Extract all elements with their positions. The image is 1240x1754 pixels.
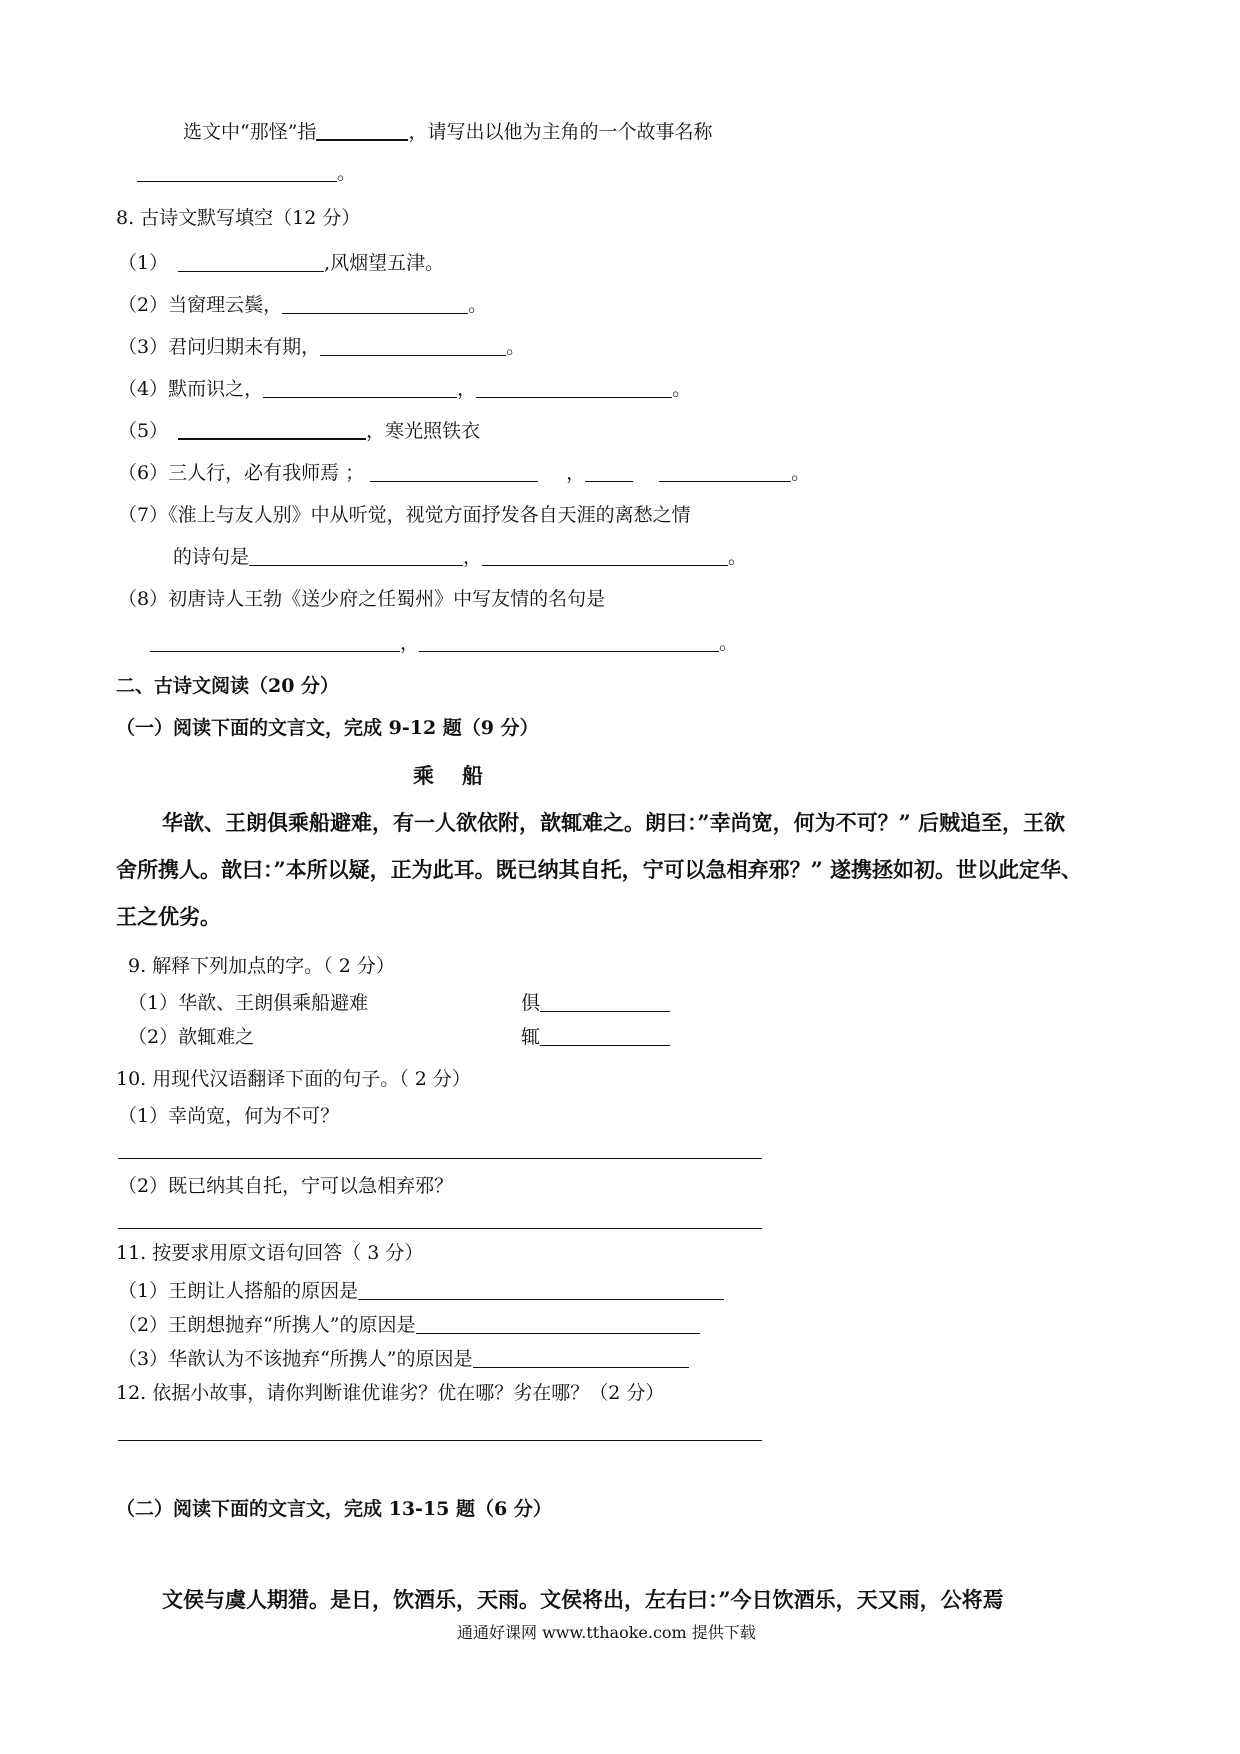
section2-title: 二、古诗文阅读（20 分）: [116, 675, 340, 697]
passage1-title: 乘船: [413, 763, 511, 788]
q8-item-6-comma: ，: [566, 462, 586, 484]
q8-item-1-text: ,风烟望五津。: [324, 252, 445, 274]
q8-item-4-end: 。: [672, 378, 692, 400]
q10-title: 10. 用现代汉语翻译下面的句子。（ 2 分）: [116, 1068, 471, 1090]
q9-item-2-answer: [521, 1024, 670, 1050]
q9-title: 9. 解释下列加点的字。（ 2 分）: [128, 955, 395, 977]
q8-item-8-comma: ，: [400, 632, 420, 654]
q8-item-6-num: （6）: [118, 462, 169, 484]
q8-blank-8b[interactable]: [419, 631, 719, 652]
q8-item-4-num: （4）: [118, 378, 169, 400]
q8-item-6-end: 。: [791, 462, 811, 484]
q8-item-8: [118, 586, 605, 612]
q7-line2-end: 。: [337, 162, 357, 184]
q8-item-2-num: （2）: [118, 294, 169, 316]
q9-blank-2[interactable]: [540, 1025, 670, 1046]
q8-blank-8a[interactable]: [150, 631, 400, 652]
q8-item-8-text: 初唐诗人王勃《送少府之任蜀州》中写友情的名句是: [168, 588, 606, 610]
q8-item-3-end: 。: [506, 336, 526, 358]
q8-item-1-num: （1）: [118, 252, 169, 274]
q8-blank-6c[interactable]: [659, 461, 791, 482]
q8-item-7-line2: [173, 544, 747, 570]
q8-item-5-text: ，寒光照铁衣: [366, 420, 481, 442]
part2-title: （二）阅读下面的文言文，完成 13-15 题（6 分）: [116, 1498, 552, 1520]
q8-blank-4b[interactable]: [476, 377, 672, 398]
q8-item-6-text: 三人行，必有我师焉 ；: [168, 462, 365, 484]
passage1-line-2: 舍所携人。歆曰：”本所以疑，正为此耳。既已纳其自托，宁可以急相弃邪？” 遂携拯如初。世以此定华、: [116, 857, 1082, 882]
q7-blank-1[interactable]: [316, 119, 408, 141]
q8-item-5: [118, 418, 480, 444]
page-footer: 通通好课网 www.tthaoke.com 提供下载: [457, 1623, 756, 1642]
q8-item-4: [118, 376, 691, 402]
q10-answer-line-1[interactable]: [118, 1158, 762, 1159]
q11-item-3: [118, 1346, 689, 1372]
q8-item-5-num: （5）: [118, 420, 169, 442]
q8-item-8-end: 。: [719, 632, 739, 654]
q8-blank-6b[interactable]: [585, 461, 633, 482]
q8-blank-2[interactable]: [282, 293, 468, 314]
q8-blank-1[interactable]: [178, 251, 324, 272]
q9-item-2-word: 辄: [521, 1026, 541, 1048]
q8-blank-3[interactable]: [320, 335, 506, 356]
q10-item-1: （1）幸尚宽，何为不可？: [118, 1105, 340, 1127]
q8-blank-4a[interactable]: [263, 377, 457, 398]
q11-item-3-text: （3）华歆认为不该抛弃“所携人”的原因是: [118, 1348, 473, 1370]
q8-blank-7a[interactable]: [249, 545, 463, 566]
q12-answer-line[interactable]: [118, 1440, 762, 1441]
q7-text-b: ，请写出以他为主角的一个故事名称: [408, 121, 713, 143]
q8-item-7-comma: ，: [463, 546, 483, 568]
q8-title: 8. 古诗文默写填空（12 分）: [116, 207, 361, 229]
q8-item-7-end: 。: [728, 546, 748, 568]
q8-item-3-text: 君问归期未有期，: [168, 336, 321, 358]
q8-item-4-comma: ，: [457, 378, 477, 400]
q8-item-2-text: 当窗理云鬓，: [168, 294, 283, 316]
q8-blank-7b[interactable]: [482, 545, 728, 566]
q9-item-1-word: 俱: [521, 992, 541, 1014]
q7-line1: [183, 119, 712, 145]
q8-item-1: [118, 250, 444, 276]
part1-title: （一）阅读下面的文言文，完成 9-12 题（9 分）: [116, 717, 539, 739]
q7-text-a: 选文中“那怪”指: [183, 121, 317, 143]
q7-blank-2[interactable]: [137, 161, 337, 182]
q8-item-7-line2-text: 的诗句是: [173, 546, 250, 568]
q8-item-3-num: （3）: [118, 336, 169, 358]
q9-item-1: （1）华歆、王朗俱乘船避难: [128, 992, 369, 1014]
q11-item-1: [118, 1278, 724, 1304]
q8-item-8-line2: [150, 630, 738, 656]
q11-item-2-text: （2）王朗想抛弃“所携人”的原因是: [118, 1314, 416, 1336]
q11-item-2: [118, 1312, 700, 1338]
q8-blank-5[interactable]: [178, 418, 366, 440]
q11-blank-2[interactable]: [416, 1313, 700, 1334]
q8-item-3: [118, 334, 525, 360]
q11-blank-3[interactable]: [473, 1347, 689, 1368]
q8-item-2-end: 。: [468, 294, 488, 316]
q8-item-7-num: （7）: [118, 504, 169, 526]
q9-blank-1[interactable]: [540, 991, 670, 1012]
q8-item-2: [118, 292, 487, 318]
q8-item-7: [118, 502, 691, 528]
q11-item-1-text: （1）王朗让人搭船的原因是: [118, 1280, 359, 1302]
q10-item-2: （2）既已纳其自托，宁可以急相弃邪？: [118, 1175, 454, 1197]
q8-item-8-num: （8）: [118, 588, 169, 610]
q11-blank-1[interactable]: [358, 1279, 724, 1300]
q9-item-1-answer: [521, 990, 670, 1016]
q11-title: 11. 按要求用原文语句回答（ 3 分）: [116, 1242, 424, 1264]
q10-answer-line-2[interactable]: [118, 1228, 762, 1229]
passage1-line-3: 王之优劣。: [116, 904, 221, 929]
q8-item-4-text: 默而识之，: [168, 378, 264, 400]
q7-line2: [137, 160, 356, 186]
passage2-line-1: 文侯与虞人期猎。是日，饮酒乐，天雨。文侯将出，左右曰：”今日饮酒乐，天又雨，公将焉: [162, 1587, 1004, 1612]
passage1-line-1: 华歆、王朗俱乘船避难，有一人欲依附，歆辄难之。朗曰：”幸尚宽，何为不可？” 后贼追至，王欲: [162, 810, 1065, 835]
q8-item-7-text: 《淮上与友人别》中从听觉，视觉方面抒发各自天涯的离愁之情: [168, 504, 691, 526]
q8-item-6: [118, 460, 810, 486]
q8-blank-6a[interactable]: [370, 461, 538, 482]
q9-item-2: （2）歆辄难之: [128, 1026, 255, 1048]
q12-title: 12. 依据小故事，请你判断谁优谁劣？优在哪？劣在哪？（2 分）: [116, 1382, 665, 1404]
